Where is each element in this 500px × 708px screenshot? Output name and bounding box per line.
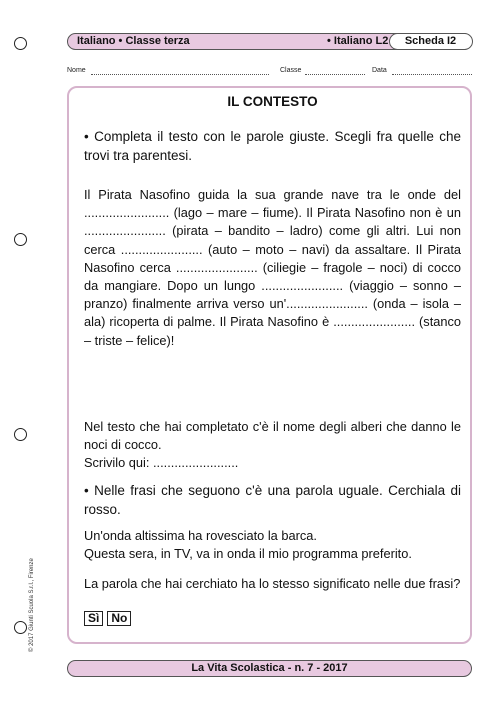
subject-label: Italiano • Classe terza [77, 35, 190, 47]
binder-hole-4 [14, 621, 27, 634]
binder-hole-1 [14, 37, 27, 50]
header-bar [67, 33, 472, 50]
date-field[interactable] [392, 66, 472, 75]
task2-instruction: • Nelle frasi che seguono c'è una parola uguale. Cerchiala di rosso. [84, 483, 461, 517]
worksheet-title: IL CONTESTO [227, 94, 318, 109]
task1-write-prompt[interactable]: Scrivilo qui: ........................ [84, 455, 239, 470]
name-field[interactable] [91, 66, 269, 75]
student-info-line [67, 66, 472, 76]
date-label: Data [372, 67, 387, 74]
class-label: Classe [280, 67, 302, 74]
footer-bar [67, 660, 472, 677]
task2-question: La parola che hai cerchiato ha lo stesso significato nelle due frasi? [84, 576, 461, 591]
name-label: Nome [67, 67, 86, 74]
binder-hole-2 [14, 233, 27, 246]
topic-label: • Italiano L2 [327, 35, 389, 47]
task1-paragraph: Il Pirata Nasofino guida la sua grande nave tra le onde del ........................ (lago – mare – fiume). Il Pirata Nasofino non è un ....................... (pirata – bandito – ladro) come gli altri. Lui non cerca ....................... (auto – moto – navi) da assaltare. Il Pirata Nasofino cerca ....................... (ciliegie – fragole – noci) di cocco da mangiare. Dopo un lungo ....................... (viaggio – sonno – pranzo) finalmente arriva verso un'....................... (onda – isola – ala) ricoperta di palme. Il Pirata Nasofino è ....................... (stanco – triste – felice)! [84, 187, 461, 348]
sheet-label: Scheda I2 [389, 33, 473, 50]
class-field[interactable] [305, 66, 365, 75]
copyright-note: © 2017 Giunti Scuola S.r.l., Firenze [29, 558, 35, 652]
answer-no-box[interactable]: No [107, 611, 131, 626]
task2-sentence-2: Questa sera, in TV, va in onda il mio programma preferito. [84, 546, 412, 561]
task2-sentence-1: Un'onda altissima ha rovesciato la barca. [84, 528, 317, 543]
binder-hole-3 [14, 428, 27, 441]
answer-yes-box[interactable]: Sì [84, 611, 103, 626]
task1-question: Nel testo che hai completato c'è il nome degli alberi che danno le noci di cocco. [84, 419, 461, 453]
task1-instruction: • Completa il testo con le parole giuste. Scegli fra quelle che trovi tra parentesi. [84, 129, 461, 163]
answer-options [84, 609, 461, 627]
footer-label: La Vita Scolastica - n. 7 - 2017 [191, 662, 348, 674]
